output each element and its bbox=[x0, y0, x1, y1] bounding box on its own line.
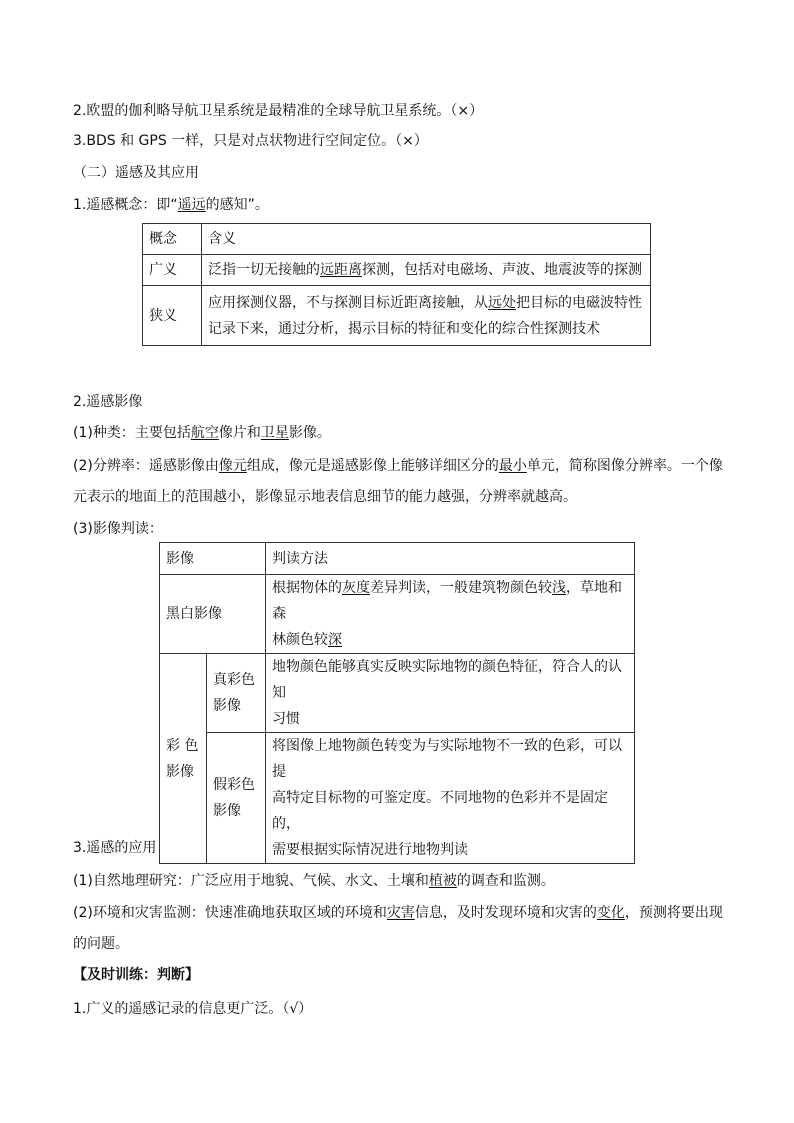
table-cell: 应用探测仪器，不与探测目标近距离接触，从远处把目标的电磁波特性 记录下来，通过分析，揭示目标的特征和变化的综合性探测技术 bbox=[202, 286, 651, 346]
concept-table bbox=[142, 223, 651, 346]
application-2-line-2: 的问题。 bbox=[73, 936, 129, 952]
table-cell: 地物颜色能够真实反映实际地物的颜色特征，符合人的认知 习惯 bbox=[266, 654, 635, 733]
table-cell: 泛指一切无接触的远距离探测，包括对电磁场、声波、地震波等的探测 bbox=[202, 255, 651, 286]
table-header: 影像 bbox=[160, 543, 266, 575]
subheading-images: 2.遥感影像 bbox=[73, 394, 143, 410]
resolution-line-2: 元表示的地面上的范围越小，影像显示地表信息细节的能力越强，分辨率就越高。 bbox=[73, 489, 577, 505]
table-cell: 真彩色 影像 bbox=[207, 654, 266, 733]
image-types: (1)种类：主要包括航空像片和卫星影像。 bbox=[73, 425, 331, 441]
remote-sensing-concept: 1.遥感概念：即“遥远的感知”。 bbox=[73, 197, 269, 213]
table-cell: 假彩色 影像 bbox=[207, 733, 266, 864]
table-header: 含义 bbox=[202, 224, 651, 255]
section-heading: （二）遥感及其应用 bbox=[73, 165, 199, 181]
table-header: 判读方法 bbox=[266, 543, 635, 575]
statement-3: 3.BDS 和 GPS 一样，只是对点状物进行空间定位。（×） bbox=[73, 133, 428, 149]
table-cell: 广义 bbox=[143, 255, 202, 286]
application-1: (1)自然地理研究：广泛应用于地貌、气候、水文、土壤和植被的调查和监测。 bbox=[73, 873, 555, 889]
table-cell: 狭义 bbox=[143, 286, 202, 346]
resolution-line-1: (2)分辨率：遥感影像由像元组成，像元是遥感影像上能够详细区分的最小单元，简称图像分辨率。一个像 bbox=[73, 458, 723, 474]
table-cell: 根据物体的灰度差异判读，一般建筑物颜色较浅，草地和森 林颜色较深 bbox=[266, 575, 635, 654]
table-header: 概念 bbox=[143, 224, 202, 255]
table-cell: 将图像上地物颜色转变为与实际地物不一致的色彩，可以提 高特定目标物的可鉴定度。不同地物的色彩并不是固定的， 需要根据实际情况进行地物判读 bbox=[266, 733, 635, 864]
statement-2: 2.欧盟的伽利略导航卫星系统是最精准的全球导航卫星系统。（×） bbox=[73, 103, 484, 119]
table-cell: 黑白影像 bbox=[160, 575, 266, 654]
table-cell: 彩 色 影像 bbox=[160, 654, 207, 864]
subheading-applications: 3.遥感的应用 bbox=[73, 840, 157, 856]
interpretation-heading: (3)影像判读： bbox=[73, 521, 163, 537]
practice-statement-1: 1.广义的遥感记录的信息更广泛。（√） bbox=[73, 1001, 313, 1017]
interpretation-table bbox=[159, 542, 635, 864]
application-2-line-1: (2)环境和灾害监测：快速准确地获取区域的环境和灾害信息，及时发现环境和灾害的变化，预测将要出现 bbox=[73, 905, 723, 921]
practice-heading: 【及时训练：判断】 bbox=[73, 967, 199, 983]
